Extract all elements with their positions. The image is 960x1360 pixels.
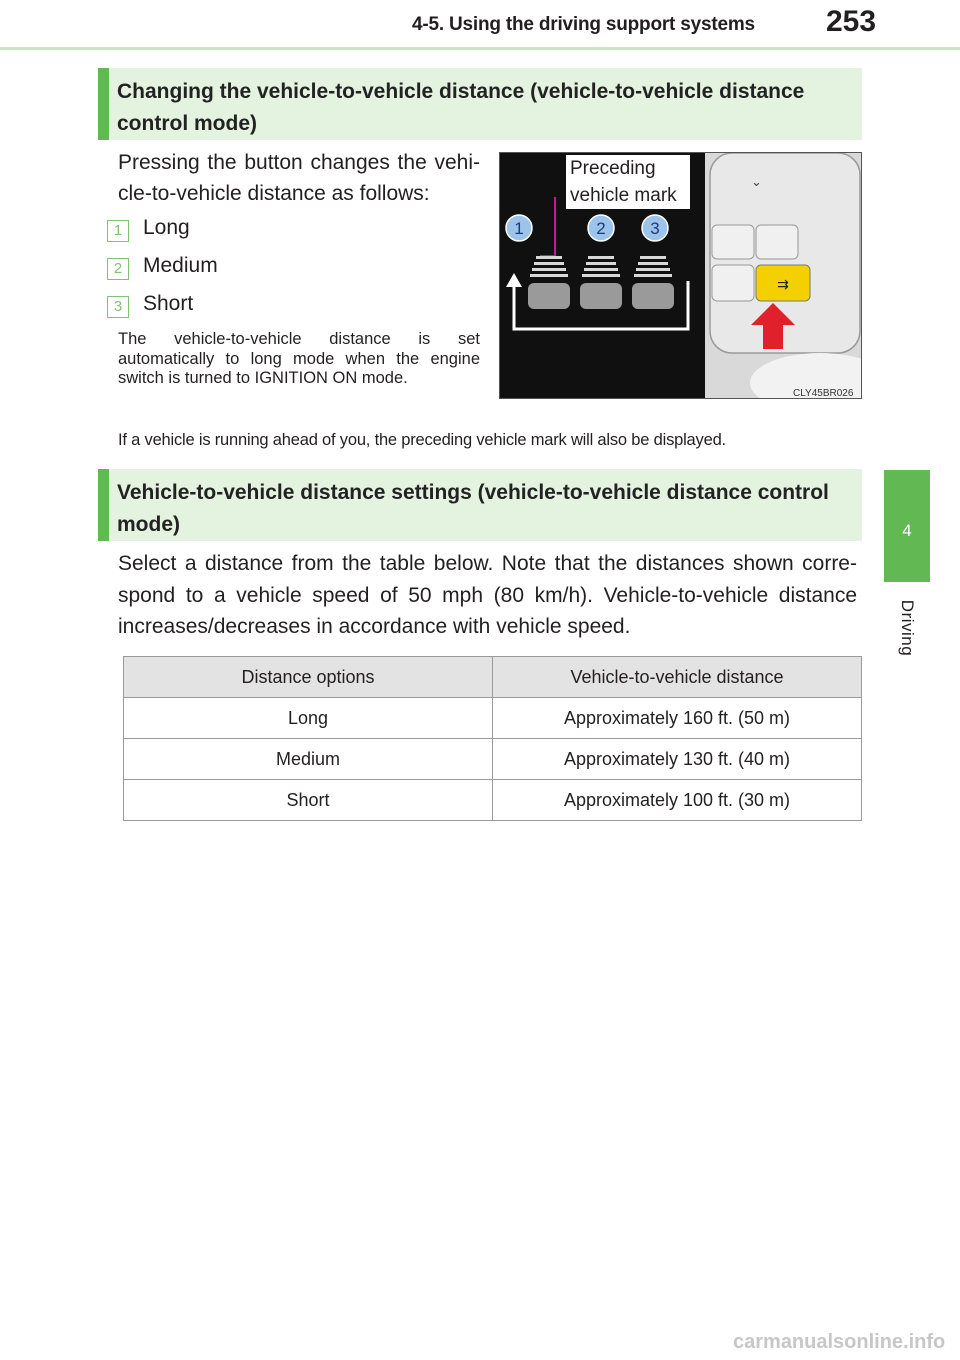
section-heading-distance-settings: Vehicle-to-vehicle distance settings (vehicle-to-vehicle distance control mode): [98, 469, 862, 541]
vehicle-icon-3: [632, 283, 674, 309]
distance-table: [123, 656, 862, 821]
vehicle-icons: [528, 283, 674, 309]
switch-button-top-left: [712, 225, 754, 259]
switch-button-top-right: [756, 225, 798, 259]
table-row: [124, 698, 862, 739]
table-cell-distance: Approximately 160 ft. (50 m): [493, 698, 862, 739]
watermark: carmanualsonline.info: [733, 1331, 946, 1353]
table-row: [124, 739, 862, 780]
vehicle-icon-1: [528, 283, 570, 309]
switch-button-lane-assist: [712, 265, 754, 301]
vehicle-icon-2: [580, 283, 622, 309]
step-label-medium: Medium: [143, 254, 218, 277]
table-header-row: [124, 657, 862, 698]
marker-2-text: 2: [596, 219, 606, 238]
table-cell-option: Long: [124, 698, 493, 739]
page-number: 253: [826, 5, 877, 38]
table-row: [124, 780, 862, 821]
step-number-2: 2: [107, 258, 129, 280]
figure-code: CLY45BR026: [793, 388, 854, 399]
car-distance-icon: ⇉: [777, 277, 789, 293]
chapter-label-text: Driving: [898, 599, 917, 657]
marker-1-text: 1: [514, 219, 524, 238]
preceding-vehicle-note: If a vehicle is running ahead of you, the preceding vehicle mark will also be displayed.: [118, 431, 726, 449]
preceding-vehicle-callout: Preceding vehicle mark: [566, 155, 690, 209]
column-header-distance: Vehicle-to-vehicle distance: [493, 657, 862, 698]
step-label-long: Long: [143, 216, 190, 239]
table-cell-distance: Approximately 100 ft. (30 m): [493, 780, 862, 821]
header-divider: [0, 47, 960, 50]
table-cell-option: Medium: [124, 739, 493, 780]
table-cell-distance: Approximately 130 ft. (40 m): [493, 739, 862, 780]
step-number-3: 3: [107, 296, 129, 318]
settings-paragraph: Select a distance from the table below. Note that the distances shown correspond to a vehicle speed of 50 mph (80 km/h). Vehicle-to-vehicle distance increases/decreases in accordance with vehicle speed.: [118, 552, 857, 638]
step-number-1: 1: [107, 220, 129, 242]
column-header-options: Distance options: [124, 657, 493, 698]
running-header-title: 4-5. Using the driving support systems: [412, 14, 755, 35]
chevron-down-icon: ⌄: [751, 175, 762, 190]
ignition-note: The vehicle-to-vehicle distance is set automatically to long mode when the engine switch is turned to IGNITION ON mode.: [118, 330, 480, 387]
marker-3-text: 3: [650, 219, 660, 238]
section-heading-distance-change: Changing the vehicle-to-vehicle distance (vehicle-to-vehicle distance control mode): [98, 68, 862, 140]
chapter-tab: 4: [884, 470, 930, 582]
step-label-short: Short: [143, 292, 194, 315]
intro-paragraph: Pressing the button changes the vehicle-to-vehicle distance as follows:: [118, 151, 480, 205]
table-cell-option: Short: [124, 780, 493, 821]
